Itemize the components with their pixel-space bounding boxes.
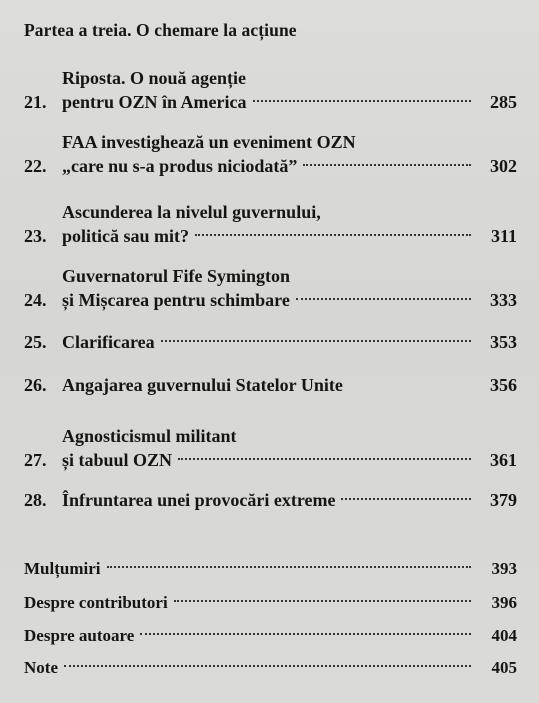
toc-entry-25[interactable] <box>24 330 517 354</box>
chapter-number: 24. <box>24 290 47 310</box>
toc-entry-acknowledgements[interactable] <box>24 557 517 581</box>
toc-entry-21[interactable] <box>24 66 517 114</box>
page-number: 285 <box>490 92 517 112</box>
dot-leader <box>195 234 471 236</box>
chapter-title-line: Înfruntarea unei provocări extreme <box>62 490 336 510</box>
chapter-number: 28. <box>24 490 47 510</box>
page-number: 393 <box>491 559 517 578</box>
chapter-title-line: „care nu s-a produs niciodată” <box>62 156 298 176</box>
toc-entry-26[interactable] <box>24 373 517 397</box>
dot-leader <box>178 458 471 460</box>
dot-leader <box>303 164 471 166</box>
chapter-number: 21. <box>24 92 47 112</box>
toc-entry-author[interactable] <box>24 624 517 648</box>
chapter-title-line: Guvernatorul Fife Symington <box>62 266 290 286</box>
page-number: 396 <box>491 593 517 612</box>
toc-entry-27[interactable] <box>24 424 517 472</box>
chapter-title-line: Clarificarea <box>62 332 155 352</box>
chapter-number: 22. <box>24 156 47 176</box>
back-matter-label: Note <box>24 658 58 677</box>
chapter-title-line: Riposta. O nouă agenție <box>62 68 247 88</box>
dot-leader <box>253 100 472 102</box>
chapter-title-line: și Mișcarea pentru schimbare <box>62 290 290 310</box>
toc-entry-28[interactable] <box>24 488 517 512</box>
page-number: 361 <box>490 450 517 470</box>
page-number: 404 <box>491 626 517 645</box>
chapter-title-line: și tabuul OZN <box>62 450 173 470</box>
page-number: 353 <box>490 332 517 352</box>
toc-entry-23[interactable] <box>24 200 517 248</box>
part-title: Partea a treia. O chemare la acțiune <box>24 20 297 40</box>
back-matter-label: Despre autoare <box>24 626 135 645</box>
chapter-title-line: politică sau mit? <box>62 226 190 246</box>
toc-entry-notes[interactable] <box>24 656 517 680</box>
toc-entry-22[interactable] <box>24 130 517 178</box>
chapter-title-line: Angajarea guvernului Statelor Unite <box>62 375 343 395</box>
dot-leader <box>296 298 471 300</box>
back-matter-label: Despre contributori <box>24 593 168 612</box>
chapter-title-line: Ascunderea la nivelul guvernului, <box>62 202 321 222</box>
chapter-title-line: pentru OZN în America <box>62 92 247 112</box>
page-number: 311 <box>490 226 517 246</box>
dot-leader <box>174 600 471 602</box>
chapter-title-line: FAA investighează un eveniment OZN <box>62 132 356 152</box>
page-number: 405 <box>491 658 517 677</box>
dot-leader <box>140 633 471 635</box>
page-number: 333 <box>490 290 517 310</box>
page-number: 302 <box>490 156 517 176</box>
toc-entry-contributors[interactable] <box>24 591 517 615</box>
dot-leader <box>341 498 471 500</box>
dot-leader <box>107 566 472 568</box>
dot-leader <box>161 340 471 342</box>
chapter-number: 26. <box>24 375 47 395</box>
back-matter-label: Mulțumiri <box>24 559 101 578</box>
chapter-number: 25. <box>24 332 47 352</box>
chapter-number: 23. <box>24 226 47 246</box>
page-number: 356 <box>490 375 517 395</box>
toc-entry-24[interactable] <box>24 264 517 312</box>
dot-leader <box>64 665 471 667</box>
chapter-title-line: Agnosticismul militant <box>62 426 237 446</box>
page-number: 379 <box>490 490 517 510</box>
chapter-number: 27. <box>24 450 47 470</box>
